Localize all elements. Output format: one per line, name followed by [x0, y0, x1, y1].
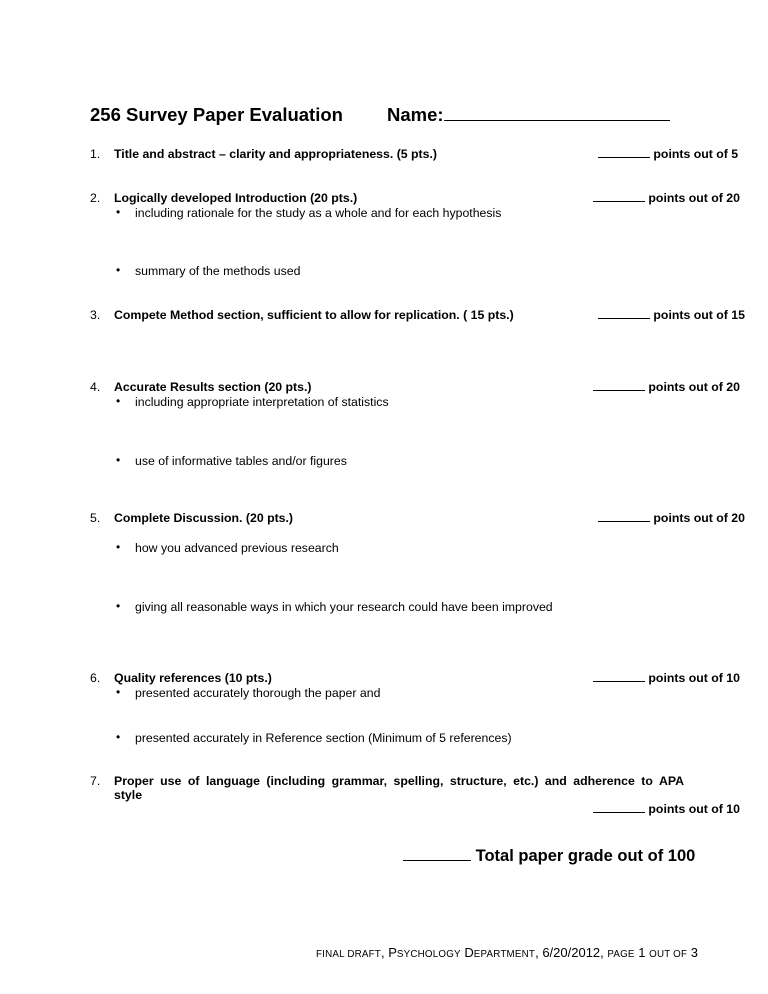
score-field [593, 802, 740, 816]
bullet-dot: • [116, 685, 121, 699]
footer-text: PAGE [607, 949, 635, 960]
bullet-text: including appropriate interpretation of statistics [135, 395, 389, 409]
score-blank [593, 380, 645, 391]
footer-draft: FINAL DRAFT [316, 949, 381, 960]
bullet-dot: • [116, 394, 121, 408]
score-blank [593, 191, 645, 202]
score-blank [598, 308, 650, 319]
bullet-dot: • [116, 205, 121, 219]
footer-text: EPARTMENT [473, 949, 536, 960]
item-title: Accurate Results section (20 pts.) [114, 380, 312, 394]
bullet-text: summary of the methods used [135, 264, 301, 278]
item-title: Quality references (10 pts.) [114, 671, 272, 685]
score-field [593, 671, 740, 685]
footer-page-total: 3 [687, 945, 699, 960]
bullet-dot: • [116, 453, 121, 467]
item-number: 7. [90, 774, 101, 788]
score-label: points out of 10 [648, 671, 740, 685]
item-title: Compete Method section, sufficient to allow for replication. ( 15 pts.) [114, 308, 514, 322]
score-blank [593, 802, 645, 813]
footer-text: SYCHOLOGY [396, 949, 461, 960]
item-title: Complete Discussion. (20 pts.) [114, 511, 294, 525]
bullet-text: how you advanced previous research [135, 541, 339, 555]
name-label: Name: [387, 104, 444, 125]
score-label: points out of 20 [653, 511, 745, 525]
bullet-text: presented accurately thorough the paper and [135, 686, 381, 700]
name-field [387, 104, 670, 126]
item-number: 1. [90, 147, 101, 161]
score-blank [593, 671, 645, 682]
footer-text: D [460, 945, 474, 960]
score-field [593, 380, 740, 394]
item-number: 2. [90, 191, 101, 205]
item-title-continued: style [114, 788, 143, 802]
bullet-dot: • [116, 730, 121, 744]
score-label: points out of 10 [648, 802, 740, 816]
bullet-text: including rationale for the study as a whole and for each hypothesis [135, 206, 502, 220]
footer-page-number: 1 [634, 945, 650, 960]
bullet-text: presented accurately in Reference section (Minimum of 5 references) [135, 731, 512, 745]
item-title: Proper use of language (including grammar, spelling, structure, etc.) and adherence to APA [114, 774, 684, 788]
footer-text: OUT OF [649, 949, 688, 960]
score-field [598, 308, 745, 322]
name-blank [444, 104, 670, 121]
bullet-dot: • [116, 263, 121, 277]
footer-date: , 6/20/2012, [535, 945, 608, 960]
item-number: 4. [90, 380, 101, 394]
score-label: points out of 20 [648, 380, 740, 394]
item-number: 6. [90, 671, 101, 685]
total-field [403, 846, 695, 866]
score-label: points out of 5 [653, 147, 739, 161]
item-title: Title and abstract – clarity and appropriateness. (5 pts.) [114, 147, 438, 161]
item-number: 3. [90, 308, 101, 322]
score-field [598, 511, 745, 525]
score-blank [598, 147, 650, 158]
item-number: 5. [90, 511, 101, 525]
footer-text: , P [380, 945, 397, 960]
bullet-text: use of informative tables and/or figures [135, 454, 347, 468]
document-title: 256 Survey Paper Evaluation [90, 104, 343, 125]
bullet-dot: • [116, 540, 121, 554]
total-label: Total paper grade out of 100 [475, 847, 696, 865]
score-label: points out of 20 [648, 191, 740, 205]
score-field [598, 147, 738, 161]
score-field [593, 191, 740, 205]
bullet-dot: • [116, 599, 121, 613]
page-footer [316, 945, 698, 960]
score-label: points out of 15 [653, 308, 745, 322]
item-title: Logically developed Introduction (20 pts.) [114, 191, 358, 205]
score-blank [598, 511, 650, 522]
bullet-text: giving all reasonable ways in which your research could have been improved [135, 600, 553, 614]
total-blank [403, 846, 471, 861]
